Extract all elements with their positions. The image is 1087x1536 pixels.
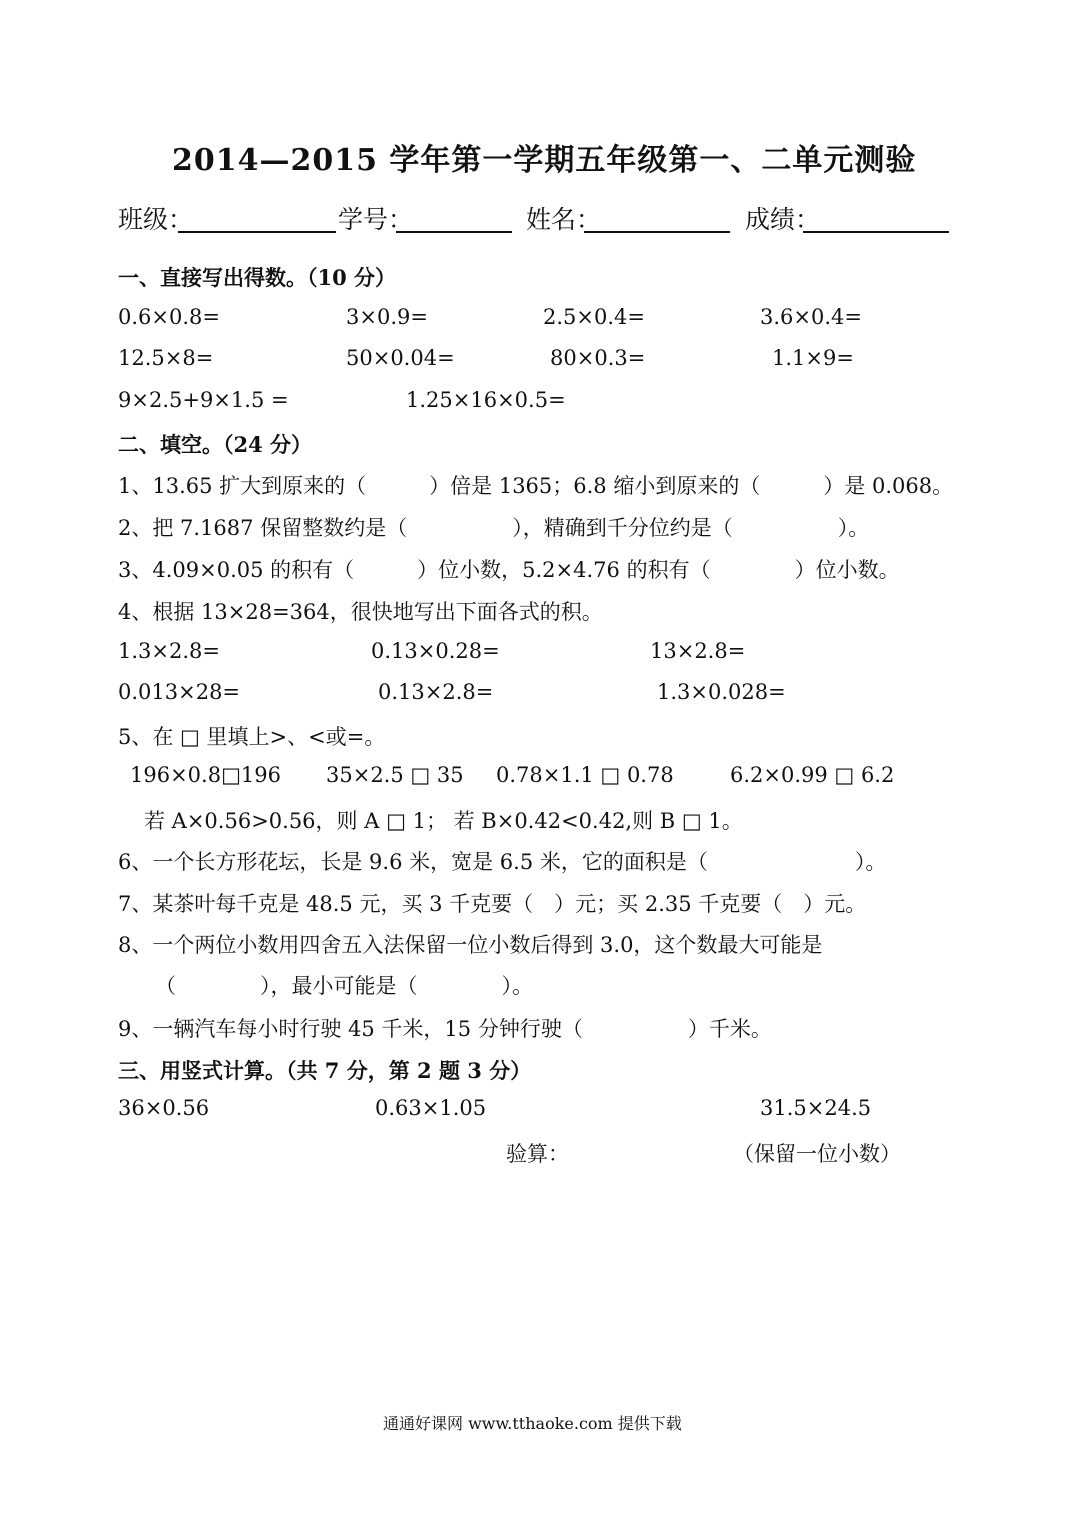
round-note: （保留一位小数） bbox=[733, 1142, 901, 1166]
product-item: 1.3×0.028= bbox=[657, 680, 786, 704]
product-item: 0.13×0.28= bbox=[371, 639, 500, 663]
student-number-field[interactable] bbox=[396, 231, 512, 233]
score-field[interactable] bbox=[803, 231, 949, 233]
section-2-heading: 二、填空。（24 分） bbox=[118, 432, 313, 457]
mental-math-item: 80×0.3= bbox=[550, 346, 646, 370]
mental-math-item: 3×0.9= bbox=[346, 305, 428, 329]
mental-math-item: 12.5×8= bbox=[118, 346, 214, 370]
question-4: 4、根据 13×28=364，很快地写出下面各式的积。 bbox=[118, 600, 603, 624]
mental-math-item: 1.25×16×0.5= bbox=[406, 388, 566, 412]
vertical-calc-item: 31.5×24.5 bbox=[760, 1096, 872, 1120]
question-5: 5、在 □ 里填上>、<或=。 bbox=[118, 725, 386, 749]
question-8: 8、一个两位小数用四舍五入法保留一位小数后得到 3.0，这个数最大可能是 bbox=[118, 933, 823, 957]
name-label: 姓名： bbox=[526, 205, 602, 234]
question-2: 2、把 7.1687 保留整数约是（ ），精确到千分位约是（ ）。 bbox=[118, 516, 870, 540]
mental-math-item: 50×0.04= bbox=[346, 346, 455, 370]
mental-math-item: 0.6×0.8= bbox=[118, 305, 220, 329]
score-label: 成绩： bbox=[745, 205, 821, 234]
mental-math-item: 3.6×0.4= bbox=[760, 305, 862, 329]
vertical-calc-item: 36×0.56 bbox=[118, 1096, 210, 1120]
name-field[interactable] bbox=[584, 231, 730, 233]
question-9: 9、一辆汽车每小时行驶 45 千米，15 分钟行驶（ ）千米。 bbox=[118, 1017, 772, 1041]
compare-item: 0.78×1.1 □ 0.78 bbox=[496, 763, 674, 787]
vertical-calc-item: 0.63×1.05 bbox=[375, 1096, 487, 1120]
check-label: 验算： bbox=[506, 1142, 569, 1166]
class-label: 班级： bbox=[118, 205, 194, 234]
question-3: 3、4.09×0.05 的积有（ ）位小数，5.2×4.76 的积有（ ）位小数。 bbox=[118, 558, 900, 582]
product-item: 1.3×2.8= bbox=[118, 639, 220, 663]
compare-item: 35×2.5 □ 35 bbox=[326, 763, 464, 787]
question-6: 6、一个长方形花坛，长是 9.6 米，宽是 6.5 米，它的面积是（ ）。 bbox=[118, 850, 887, 874]
section-3-heading: 三、用竖式计算。（共 7 分，第 2 题 3 分） bbox=[118, 1058, 532, 1083]
mental-math-item: 1.1×9= bbox=[772, 346, 854, 370]
product-item: 0.013×28= bbox=[118, 680, 241, 704]
compare-item: 196×0.8□196 bbox=[130, 763, 281, 787]
compare-item: 6.2×0.99 □ 6.2 bbox=[730, 763, 895, 787]
student-number-label: 学号： bbox=[338, 205, 414, 234]
page-title: 2014—2015 学年第一学期五年级第一、二单元测验 bbox=[172, 143, 917, 178]
mental-math-item: 2.5×0.4= bbox=[543, 305, 645, 329]
question-1: 1、13.65 扩大到原来的（ ）倍是 1365；6.8 缩小到原来的（ ）是 0.068。 bbox=[118, 474, 954, 498]
mental-math-item: 9×2.5+9×1.5 = bbox=[118, 388, 289, 412]
class-field[interactable] bbox=[178, 231, 336, 233]
section-1-heading: 一、直接写出得数。（10 分） bbox=[118, 265, 397, 290]
product-item: 13×2.8= bbox=[650, 639, 746, 663]
question-7: 7、某茶叶每千克是 48.5 元，买 3 千克要（ ）元；买 2.35 千克要（ ）元。 bbox=[118, 892, 867, 916]
question-8-continued: （ ），最小可能是（ ）。 bbox=[155, 974, 533, 998]
product-item: 0.13×2.8= bbox=[378, 680, 494, 704]
compare-condition: 若 A×0.56>0.56，则 A □ 1； 若 B×0.42<0.42,则 B □ 1。 bbox=[144, 809, 743, 833]
page-footer: 通通好课网 www.tthaoke.com 提供下载 bbox=[383, 1414, 682, 1433]
